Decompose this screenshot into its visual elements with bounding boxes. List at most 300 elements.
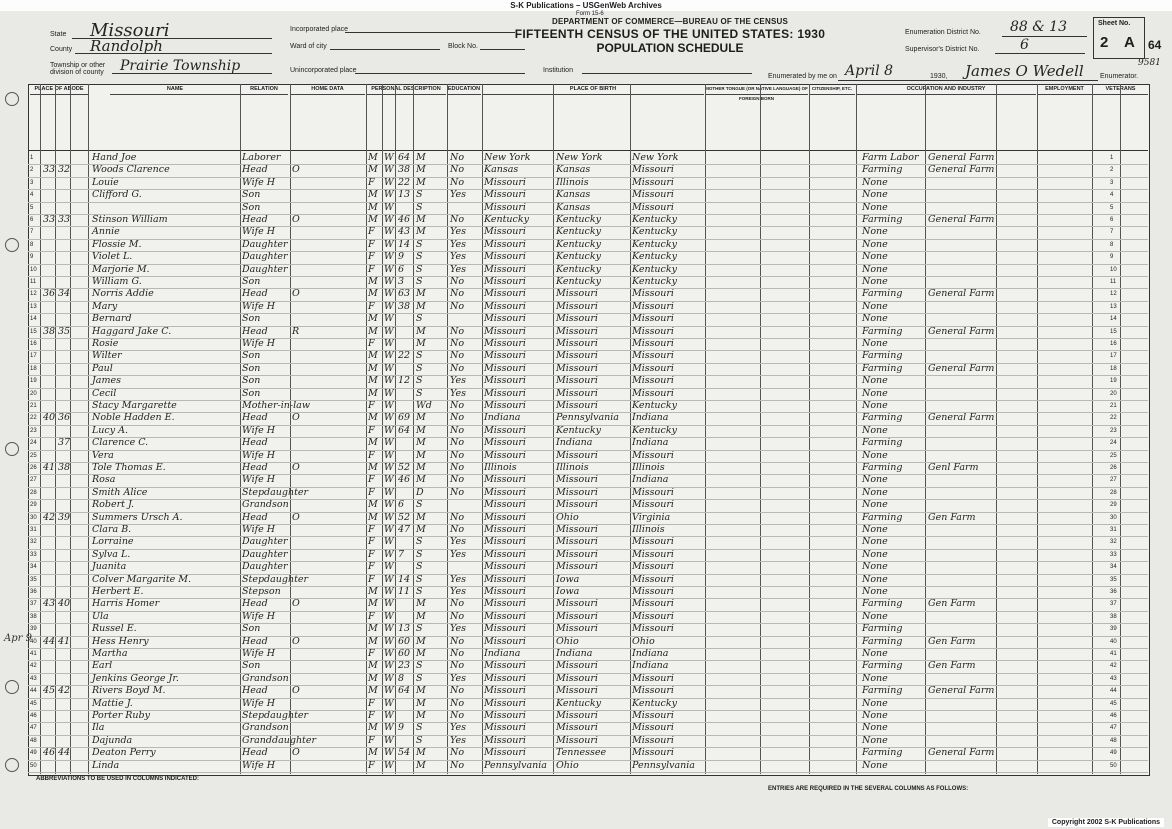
row-name: Lucy A. (92, 424, 129, 436)
row-birthplace: Missouri (484, 387, 526, 399)
row-dwelling: 33 (43, 164, 56, 176)
row-sex: M (368, 598, 378, 610)
row-name: Wilter (92, 350, 122, 362)
row-mother-birthplace: Kentucky (632, 697, 677, 709)
row-line-number: 29 (1110, 502, 1117, 509)
row-mother-birthplace: Missouri (632, 747, 674, 759)
row-marital: S (416, 561, 423, 573)
row-occupation: Farming (862, 635, 903, 647)
row-line-number: 50 (1110, 762, 1117, 769)
row-age: 64 (398, 424, 411, 436)
row-line-number: 31 (1110, 527, 1117, 533)
row-industry: General Farm (928, 152, 995, 163)
table-row (28, 177, 1148, 190)
row-mother-birthplace: Missouri (632, 350, 674, 362)
row-race: W (384, 201, 394, 213)
row-sex: F (368, 548, 375, 560)
row-occupation: None (862, 313, 888, 325)
state-value: Missouri (90, 20, 170, 41)
row-mother-birthplace: Kentucky (632, 424, 677, 436)
row-relation: Daughter (242, 263, 288, 275)
row-line-number: 27 (1110, 477, 1117, 484)
row-family: 40 (58, 598, 71, 610)
row-marital: M (416, 338, 426, 349)
row-industry: Gen Farm (928, 660, 976, 672)
row-marital: S (416, 734, 423, 746)
row-line-number: 34 (1110, 564, 1117, 571)
row-birthplace: Missouri (484, 437, 526, 449)
table-row (28, 288, 1148, 301)
row-birthplace: Missouri (484, 486, 526, 498)
row-race: W (384, 672, 394, 684)
row-name: Tole Thomas E. (92, 462, 166, 473)
enumerator-name: James O Wedell (965, 62, 1084, 80)
row-marital: Wd (416, 400, 432, 411)
row-birthplace: Missouri (484, 561, 526, 573)
row-school: No (450, 747, 465, 759)
row-relation: Daughter (242, 548, 288, 560)
table-row (28, 524, 1148, 537)
row-line-number: 36 (1110, 589, 1117, 595)
row-marital: D (416, 486, 424, 498)
row-age: 8 (398, 672, 405, 684)
row-race: W (384, 747, 394, 759)
row-age: 6 (398, 499, 405, 511)
row-occupation: None (862, 697, 888, 709)
row-sex: F (368, 449, 375, 461)
row-school: No (450, 350, 465, 362)
row-marital: M (416, 610, 426, 622)
table-row (28, 301, 1148, 314)
row-line-number-left: 9 (30, 254, 34, 261)
row-birthplace: Missouri (484, 375, 526, 387)
row-line-number-left: 11 (30, 279, 37, 285)
row-sex: F (368, 263, 375, 275)
row-birthplace: Missouri (484, 685, 526, 697)
table-row (28, 313, 1148, 326)
row-line-number-left: 7 (30, 229, 34, 236)
row-birthplace: Missouri (484, 660, 526, 672)
row-father-birthplace: Pennsylvania (556, 412, 619, 424)
table-row (28, 760, 1148, 773)
row-line-number-left: 41 (30, 651, 37, 657)
row-race: W (384, 697, 394, 709)
row-occupation: Farming (862, 747, 903, 759)
row-school: No (450, 176, 465, 188)
group-birthplace: PLACE OF BIRTH (482, 84, 704, 95)
row-occupation: None (862, 548, 888, 560)
row-marital: M (416, 511, 426, 523)
row-line-number-left: 32 (30, 539, 37, 546)
row-school: Yes (450, 672, 466, 684)
row-line-number: 32 (1110, 539, 1117, 546)
row-name: Woods Clarence (92, 164, 170, 176)
row-father-birthplace: Kentucky (556, 238, 601, 250)
row-age: 23 (398, 660, 411, 672)
row-school: No (450, 648, 465, 659)
table-row (28, 648, 1148, 661)
row-relation: Wife H (242, 759, 276, 771)
row-marital: M (416, 437, 426, 449)
row-birthplace: Missouri (484, 586, 526, 597)
row-dwelling: 45 (43, 685, 56, 697)
row-race: W (384, 325, 394, 337)
row-line-number-left: 45 (30, 700, 37, 707)
row-birthplace: Missouri (484, 536, 526, 548)
row-birthplace: Missouri (484, 400, 526, 411)
row-mother-birthplace: Virginia (632, 511, 671, 523)
row-line-number-left: 30 (30, 514, 37, 521)
table-row (28, 561, 1148, 574)
row-school: No (450, 412, 465, 424)
row-sex: F (368, 400, 375, 411)
row-school: Yes (450, 548, 466, 560)
binding-hole (5, 442, 19, 456)
row-mother-birthplace: Missouri (632, 338, 674, 349)
row-relation: Son (242, 276, 261, 287)
row-occupation: Farming (862, 623, 903, 635)
row-relation: Son (242, 313, 261, 325)
row-race: W (384, 350, 394, 362)
row-line-number-left: 46 (30, 713, 37, 719)
row-relation: Head (242, 635, 268, 647)
row-race: W (384, 276, 394, 287)
row-family: 38 (58, 462, 71, 473)
row-relation: Son (242, 375, 261, 387)
row-dwelling: 38 (43, 325, 56, 337)
row-sex: M (368, 164, 378, 176)
row-occupation: None (862, 474, 888, 486)
row-mother-birthplace: Missouri (632, 164, 674, 176)
row-sex: M (368, 660, 378, 672)
row-line-number: 12 (1110, 291, 1117, 298)
row-school: No (450, 610, 465, 622)
row-relation: Wife H (242, 226, 276, 238)
row-line-number-left: 28 (30, 489, 37, 496)
row-mother-birthplace: Missouri (632, 313, 674, 325)
row-sex: F (368, 573, 375, 585)
row-dwelling: 41 (43, 462, 56, 473)
row-line-number: 26 (1110, 465, 1117, 471)
row-race: W (384, 214, 394, 225)
row-line-number-left: 22 (30, 415, 37, 422)
form-number: Form 15-6 (576, 11, 604, 17)
row-dwelling: 42 (43, 511, 56, 523)
row-sex: F (368, 338, 375, 349)
row-sex: M (368, 276, 378, 287)
row-line-number: 25 (1110, 452, 1117, 459)
row-name: Annie (92, 226, 120, 238)
row-industry: General Farm (928, 164, 995, 176)
row-mother-birthplace: Missouri (632, 486, 674, 498)
row-line-number-left: 34 (30, 564, 37, 571)
row-mother-birthplace: Missouri (632, 573, 674, 585)
row-line-number-left: 19 (30, 378, 37, 385)
row-birthplace: Missouri (484, 672, 526, 684)
row-name: Robert J. (92, 499, 135, 511)
row-sex: M (368, 635, 378, 647)
row-family: 42 (58, 685, 71, 697)
row-name: Noble Hadden E. (92, 412, 175, 424)
table-row (28, 276, 1148, 289)
row-marital: M (416, 598, 426, 610)
table-row (28, 189, 1148, 202)
row-father-birthplace: Missouri (556, 685, 598, 697)
row-father-birthplace: Kentucky (556, 697, 601, 709)
row-relation: Son (242, 362, 261, 374)
table-row (28, 338, 1148, 351)
group-veterans: VETERANS (1093, 84, 1148, 95)
row-name: Martha (92, 648, 128, 659)
row-line-number: 33 (1110, 551, 1117, 558)
table-row (28, 363, 1148, 376)
row-name: Violet L. (92, 251, 133, 263)
row-relation: Stepson (242, 586, 281, 597)
row-line-number: 2 (1110, 167, 1114, 174)
row-occupation: None (862, 226, 888, 238)
binding-hole (5, 680, 19, 694)
binding-hole (5, 238, 19, 252)
row-father-birthplace: Indiana (556, 648, 593, 659)
row-line-number-left: 25 (30, 452, 37, 459)
row-marital: M (416, 214, 426, 225)
row-name: Russel E. (92, 623, 137, 635)
row-relation: Granddaughter (242, 734, 317, 746)
row-birthplace: Missouri (484, 524, 526, 535)
row-race: W (384, 226, 394, 238)
row-school: No (450, 288, 465, 300)
row-mother-birthplace: Kentucky (632, 251, 677, 263)
row-father-birthplace: Ohio (556, 759, 579, 771)
group-personal: PERSONAL DESCRIPTION (366, 84, 446, 95)
row-relation: Head (242, 325, 268, 337)
row-father-birthplace: Missouri (556, 375, 598, 387)
row-occupation: Farming (862, 511, 903, 523)
row-owned: R (292, 325, 300, 337)
row-marital: S (416, 586, 423, 597)
group-occupation: OCCUPATION AND INDUSTRY (856, 84, 1036, 95)
row-relation: Daughter (242, 251, 288, 263)
sheet-number-box (1093, 17, 1145, 59)
row-sex: M (368, 722, 378, 734)
row-marital: M (416, 424, 426, 436)
incorporated-label: Incorporated place (290, 26, 348, 33)
row-sex: F (368, 610, 375, 622)
binding-hole (5, 758, 19, 772)
row-birthplace: Missouri (484, 276, 526, 287)
row-name: William G. (92, 276, 142, 287)
row-father-birthplace: Missouri (556, 338, 598, 349)
row-race: W (384, 648, 394, 659)
row-name: Dajunda (92, 734, 133, 746)
row-line-number-left: 15 (30, 328, 37, 335)
row-marital: S (416, 672, 423, 684)
row-birthplace: Missouri (484, 710, 526, 721)
row-school: No (450, 511, 465, 523)
row-sex: F (368, 424, 375, 436)
row-name: Smith Alice (92, 486, 148, 498)
row-father-birthplace: Missouri (556, 672, 598, 684)
row-name: Mattie J. (92, 697, 133, 709)
group-relation: RELATION (240, 84, 288, 95)
row-race: W (384, 263, 394, 275)
row-school: Yes (450, 226, 466, 238)
row-dwelling: 44 (43, 635, 56, 647)
row-line-number-left: 8 (30, 241, 34, 248)
row-sex: F (368, 226, 375, 238)
row-line-number-left: 37 (30, 601, 37, 608)
table-row (28, 499, 1148, 512)
row-sex: M (368, 623, 378, 635)
row-age: 13 (398, 189, 411, 201)
row-age: 22 (398, 176, 411, 188)
row-sex: F (368, 648, 375, 659)
row-name: Mary (92, 300, 118, 312)
row-mother-birthplace: Missouri (632, 288, 674, 300)
row-line-number: 39 (1110, 626, 1117, 633)
row-mother-birthplace: Missouri (632, 499, 674, 511)
row-father-birthplace: Missouri (556, 660, 598, 672)
row-race: W (384, 338, 394, 349)
row-occupation: None (862, 710, 888, 721)
row-name: Sylva L. (92, 548, 131, 560)
row-line-number: 49 (1110, 750, 1117, 757)
row-birthplace: Missouri (484, 424, 526, 436)
row-race: W (384, 586, 394, 597)
row-name: Summers Ursch A. (92, 511, 183, 523)
row-line-number-left: 21 (30, 403, 37, 409)
row-father-birthplace: Kansas (556, 164, 591, 176)
row-marital: S (416, 548, 423, 560)
row-father-birthplace: Missouri (556, 313, 598, 325)
row-birthplace: Missouri (484, 747, 526, 759)
row-mother-birthplace: Missouri (632, 722, 674, 734)
row-name: Haggard Jake C. (92, 325, 172, 337)
row-occupation: None (862, 499, 888, 511)
row-sex: F (368, 176, 375, 188)
row-mother-birthplace: Ohio (632, 635, 655, 647)
row-name: Porter Ruby (92, 710, 150, 721)
row-mother-birthplace: Missouri (632, 610, 674, 622)
row-age: 46 (398, 474, 411, 486)
row-occupation: None (862, 573, 888, 585)
row-line-number-left: 38 (30, 613, 37, 620)
row-sex: M (368, 313, 378, 325)
row-name: Norris Addie (92, 288, 154, 300)
row-line-number: 3 (1110, 179, 1114, 186)
table-row (28, 164, 1148, 177)
row-race: W (384, 685, 394, 697)
row-marital: M (416, 747, 426, 759)
row-relation: Grandson (242, 722, 289, 734)
row-line-number-left: 16 (30, 341, 37, 347)
row-line-number-left: 43 (30, 675, 37, 682)
row-father-birthplace: Missouri (556, 598, 598, 610)
row-sex: F (368, 759, 375, 771)
row-line-number-left: 42 (30, 663, 37, 670)
row-line-number-left: 35 (30, 576, 37, 583)
county-label: County (50, 46, 73, 53)
group-education: EDUCATION (447, 84, 481, 95)
group-name: NAME (110, 84, 240, 95)
row-race: W (384, 511, 394, 523)
row-father-birthplace: Missouri (556, 734, 598, 746)
row-owned: O (292, 747, 300, 759)
row-occupation: Farming (862, 660, 903, 672)
row-dwelling: 33 (43, 214, 56, 225)
margin-note: Apr 9 (4, 633, 32, 644)
row-school: Yes (450, 536, 466, 548)
row-school: No (450, 300, 465, 312)
row-school: No (450, 759, 465, 771)
row-name: Ula (92, 610, 109, 622)
row-school: No (450, 152, 465, 163)
row-occupation: None (862, 387, 888, 399)
row-marital: S (416, 573, 423, 585)
row-mother-birthplace: Missouri (632, 536, 674, 548)
row-name: Jenkins George Jr. (92, 672, 179, 684)
row-line-number: 44 (1110, 688, 1117, 695)
row-race: W (384, 548, 394, 560)
row-dwelling: 43 (43, 598, 56, 610)
row-relation: Daughter (242, 536, 288, 548)
row-race: W (384, 759, 394, 771)
row-marital: S (416, 660, 423, 672)
row-name: Louie (92, 176, 119, 188)
row-father-birthplace: Missouri (556, 300, 598, 312)
row-mother-birthplace: Missouri (632, 734, 674, 746)
table-row (28, 437, 1148, 450)
row-sex: M (368, 586, 378, 597)
row-age: 11 (398, 586, 411, 597)
row-line-number: 37 (1110, 601, 1117, 608)
row-mother-birthplace: Missouri (632, 176, 674, 188)
row-school: Yes (450, 387, 466, 399)
row-mother-birthplace: Missouri (632, 623, 674, 635)
row-sex: M (368, 437, 378, 449)
sheet-value: 2 A (1100, 34, 1141, 51)
row-mother-birthplace: Missouri (632, 201, 674, 213)
row-line-number: 35 (1110, 576, 1117, 583)
row-race: W (384, 164, 394, 176)
row-school: No (450, 486, 465, 498)
row-father-birthplace: Missouri (556, 350, 598, 362)
row-relation: Head (242, 412, 268, 424)
row-race: W (384, 412, 394, 424)
row-birthplace: Missouri (484, 474, 526, 486)
row-sex: M (368, 152, 378, 163)
row-sex: M (368, 325, 378, 337)
row-sex: M (368, 350, 378, 362)
row-school: No (450, 164, 465, 176)
row-name: Vera (92, 449, 114, 461)
row-race: W (384, 424, 394, 436)
row-marital: S (416, 189, 423, 201)
row-line-number: 13 (1110, 303, 1117, 310)
row-occupation: Farming (862, 325, 903, 337)
row-line-number-left: 27 (30, 477, 37, 484)
row-father-birthplace: Missouri (556, 486, 598, 498)
county-value: Randolph (90, 37, 163, 55)
row-school: Yes (450, 573, 466, 585)
row-sex: F (368, 300, 375, 312)
table-row (28, 685, 1148, 698)
row-school: No (450, 524, 465, 535)
row-relation: Daughter (242, 238, 288, 250)
row-occupation: Farm Labor (862, 152, 919, 163)
row-age: 64 (398, 152, 411, 163)
row-family: 33 (58, 214, 71, 225)
